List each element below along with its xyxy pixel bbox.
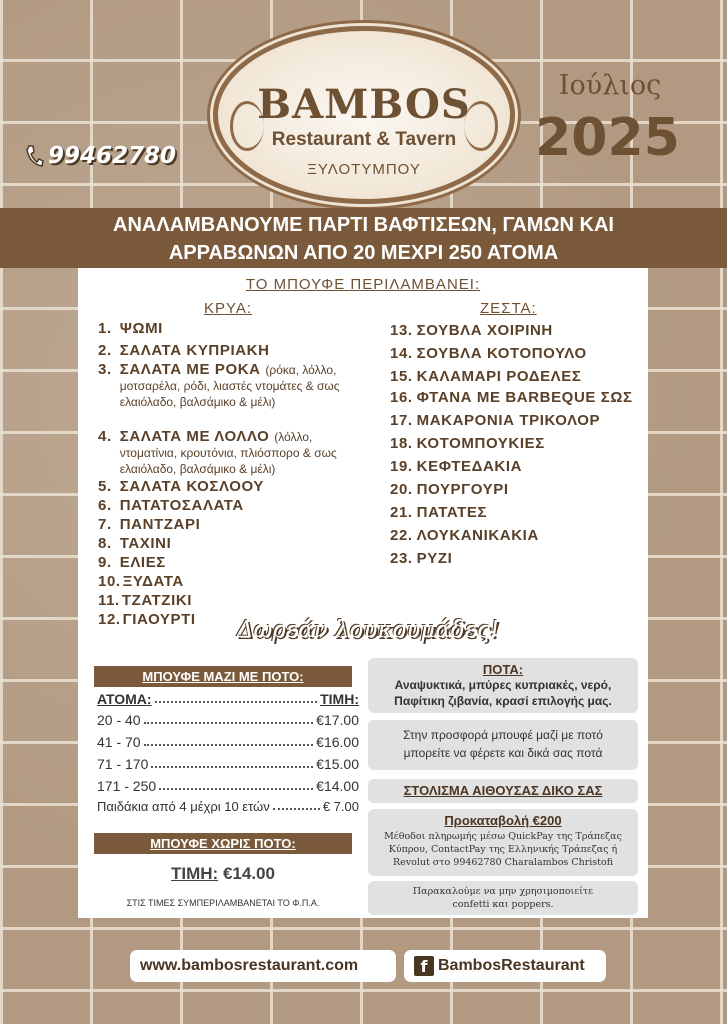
menu-item: 22. ΛΟΥΚΑΝΙΚΑΚΙΑ (390, 527, 539, 544)
brand-location: ΞΥΛΟΤΥΜΠΟΥ (307, 161, 421, 178)
no-drinks-price (94, 864, 352, 884)
menu-item: 13. ΣΟΥΒΛΑ ΧΟΙΡΙΝΗ (390, 322, 553, 339)
decoration-box: ΣΤΟΛΙΣΜΑ ΑΙΘΟΥΣΑΣ ΔΙΚΟ ΣΑΣ (368, 779, 638, 803)
brand-name: BAMBOS (257, 81, 471, 128)
price-row: 171 - 250 €14.00 (97, 778, 359, 794)
no-drinks-price-value: €14.00 (222, 864, 275, 883)
events-banner (0, 208, 727, 268)
brand-subtitle: Restaurant & Tavern (271, 129, 457, 150)
menu-item: 21. ΠΑΤΑΤΕΣ (390, 504, 488, 521)
menu-item: 23. ΡΥΖΙ (390, 550, 453, 567)
menu-item: 17. ΜΑΚΑΡΟΝΙΑ ΤΡΙΚΟΛΟΡ (390, 412, 601, 429)
menu-card (78, 268, 648, 918)
phone-icon (24, 144, 44, 168)
kids-price-row: Παιδάκια από 4 μέχρι 10 ετών € 7.00 (97, 799, 359, 814)
hot-heading: ΖΕΣΤΑ: (480, 300, 537, 317)
menu-item: 18. ΚΟΤΟΜΠΟΥΚΙΕΣ (390, 435, 545, 452)
menu-item: 8. ΤΑΧΙΝΙ (98, 535, 172, 552)
menu-item: 9. ΕΛΙΕΣ (98, 554, 166, 571)
banner-line-1: ΑΝΑΛΑΜΒΑΝΟΥΜΕ ΠΑΡΤΙ ΒΑΦΤΙΣΕΩΝ, ΓΑΜΩΝ ΚΑΙ (113, 214, 614, 236)
website-link[interactable]: www.bambosrestaurant.com (130, 950, 396, 982)
menu-item: 6. ΠΑΤΑΤΟΣΑΛΑΤΑ (98, 497, 244, 514)
item-name: ΣΑΛΑΤΑ ΜΕ ΛΟΛΛΟ (119, 428, 270, 445)
restaurant-logo (213, 26, 515, 204)
menu-item: 12. ΓΙΑΟΥΡΤΙ (98, 611, 196, 628)
menu-item: 11. ΤΖΑΤΖΙΚΙ (98, 592, 193, 609)
dot-leader (155, 691, 318, 703)
people-column-header: ΑΤΟΜΑ: (97, 691, 152, 707)
free-loukoumades: Δωρεάν λουκουμάδες! (236, 617, 500, 643)
dot-leader (144, 734, 314, 746)
menu-item: 19. ΚΕΦΤΕΔΑΚΙΑ (390, 458, 523, 475)
facebook-handle: BambosRestaurant (438, 957, 585, 974)
month-label: Ιούλιος (558, 70, 662, 101)
menu-item: 20. ΠΟΥΡΓΟΥΡΙ (390, 481, 509, 498)
price-column-header: ΤΙΜΗ: (320, 691, 359, 707)
menu-title: ΤΟ ΜΠΟΥΦΕ ΠΕΡΙΛΑΜΒΑΝΕΙ: (245, 276, 481, 293)
menu-item: 2. ΣΑΛΑΤΑ ΚΥΠΡΙΑΚΗ (98, 342, 270, 359)
menu-item: 1. ΨΩΜΙ (98, 320, 163, 337)
menu-item: 10. ΞΥΔΑΤΑ (98, 573, 184, 590)
own-drinks-box: Στην προσφορά μπουφέ μαζί με ποτό μπορείτε να φέρετε και δικά σας ποτά (368, 720, 638, 770)
year-label: 2025 (535, 108, 680, 168)
payment-box: Προκαταβολή €200 Μέθοδοι πληρωμής μέσω QuickPay της Τράπεζας Κύπρου, ContactPay της Ελληνικής Τράπεζας ή Revolut στο 99462780 Charalambos Christofi (368, 809, 638, 876)
confetti-box: Παρακαλούμε να μην χρησιμοποιείτε confetti και poppers. (368, 881, 638, 915)
price-row: 41 - 70 €16.00 (97, 734, 359, 750)
drinks-title: ΠΟΤΑ: (482, 662, 524, 677)
facebook-link[interactable] (404, 950, 606, 982)
no-drinks-price-label: ΤΙΜΗ: (171, 864, 219, 883)
dot-leader (273, 799, 320, 810)
menu-item: 3. ΣΑΛΑΤΑ ΜΕ ΡΟΚΑ (ρόκα, λόλλο, μοτσαρέλα, ρόδι, λιαστές ντομάτες & σως ελαιόλαδο, βαλσάμικο & μέλι) (98, 361, 340, 409)
phone-number[interactable] (24, 143, 176, 169)
price-row: 71 - 170 €15.00 (97, 756, 359, 772)
buffet-with-drinks-heading: ΜΠΟΥΦΕ ΜΑΖΙ ΜΕ ΠΟΤΟ: (94, 666, 352, 687)
deposit-title: Προκαταβολή €200 (444, 813, 562, 828)
banner-line-2: ΑΡΡΑΒΩΝΩΝ ΑΠΟ 20 ΜΕΧΡΙ 250 ΑΤΟΜΑ (168, 242, 559, 264)
item-description: (ρόκα, λόλλο, μοτσαρέλα, ρόδι, λιαστές ντομάτες & σως ελαιόλαδο, βαλσάμικο & μέλι) (119, 363, 340, 409)
dot-leader (144, 712, 314, 724)
dot-leader (151, 756, 313, 768)
item-name: ΣΑΛΑΤΑ ΜΕ ΡΟΚΑ (119, 361, 261, 378)
item-description: (λόλλο, ντοματίνια, κρουτόνια, πλιόσπορο & σως ελαιόλαδο, βαλσάμικο & μέλι) (119, 430, 337, 476)
price-row: 20 - 40 €17.00 (97, 712, 359, 728)
phone-text: 99462780 (48, 143, 177, 169)
facebook-icon: f (414, 956, 434, 976)
menu-item: 4. ΣΑΛΑΤΑ ΜΕ ΛΟΛΛΟ (λόλλο, ντοματίνια, κρουτόνια, πλιόσπορο & σως ελαιόλαδο, βαλσάμικο & μέλι) (98, 428, 337, 476)
cold-heading: ΚΡΥΑ: (204, 300, 253, 317)
drinks-box: ΠΟΤΑ: Αναψυκτικά, μπύρες κυπριακές, νερό, Παφίτικη ζιβανία, κρασί επιλογής μας. (368, 658, 638, 713)
dot-leader (159, 778, 313, 790)
menu-item: 16. ΦΤΑΝΑ ΜΕ BARBEQUE ΣΩΣ (390, 389, 633, 406)
menu-item: 15. ΚΑΛΑΜΑΡΙ ΡΟΔΕΛΕΣ (390, 368, 582, 385)
menu-item: 7. ΠΑΝΤΖΑΡΙ (98, 516, 201, 533)
price-table-header (97, 691, 359, 707)
menu-item: 14. ΣΟΥΒΛΑ ΚΟΤΟΠΟΥΛΟ (390, 345, 587, 362)
vat-note: ΣΤΙΣ ΤΙΜΕΣ ΣΥΜΠΕΡΙΛΑΜΒΑΝΕΤΑΙ ΤΟ Φ.Π.Α. (126, 898, 320, 908)
buffet-without-drinks-heading: ΜΠΟΥΦΕ ΧΩΡΙΣ ΠΟΤΟ: (94, 833, 352, 854)
menu-item: 5. ΣΑΛΑΤΑ ΚΟΣΛΟΟΥ (98, 478, 264, 495)
